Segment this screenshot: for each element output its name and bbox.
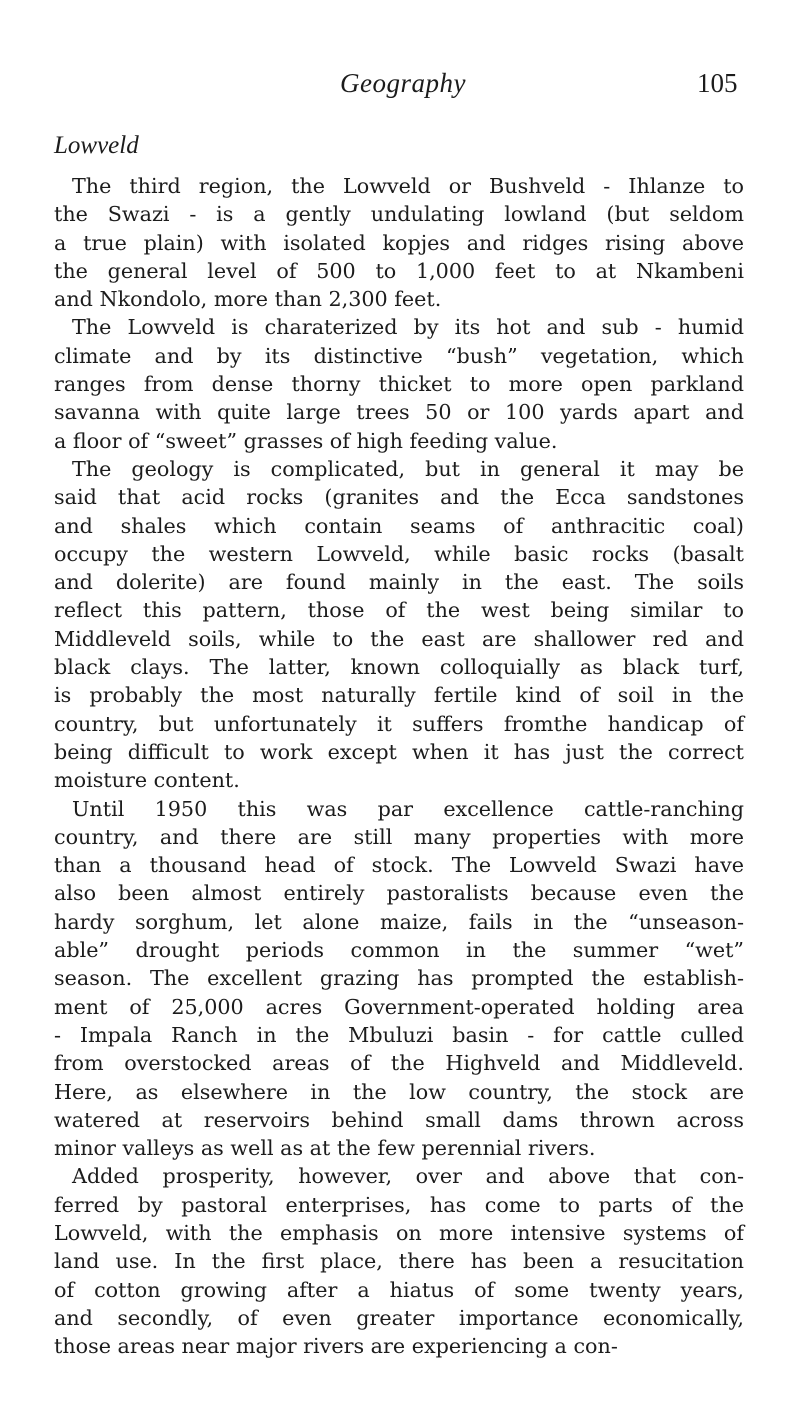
text-line: The Lowveld is charaterized by its hot and sub - humid bbox=[72, 315, 744, 340]
text-line: from overstocked areas of the Highveld and Middleveld. bbox=[54, 1051, 744, 1076]
text-line: is probably the most naturally fertile kind of soil in the bbox=[54, 683, 744, 708]
text-line: season. The excellent grazing has prompted the establish- bbox=[54, 966, 744, 991]
text-line: those areas near major rivers are experiencing a con- bbox=[54, 1334, 618, 1359]
paragraph bbox=[54, 1162, 744, 1360]
text-line: The geology is complicated, but in general it may be bbox=[72, 456, 744, 481]
paragraph bbox=[54, 795, 744, 1163]
running-title: Geography bbox=[340, 68, 466, 98]
text-line: and secondly, of even greater importance economically, bbox=[54, 1305, 744, 1330]
text-line: than a thousand head of stock. The Lowveld Swazi have bbox=[54, 853, 744, 878]
text-line: savanna with quite large trees 50 or 100 yards apart and bbox=[54, 400, 744, 425]
text-line: country, but unfortunately it suffers fromthe handicap of bbox=[54, 711, 744, 736]
page-number: 105 bbox=[697, 68, 738, 98]
text-line: and dolerite) are found mainly in the east. The soils bbox=[54, 570, 744, 595]
paragraph bbox=[54, 172, 744, 313]
text-line: also been almost entirely pastoralists because even the bbox=[54, 881, 744, 906]
paragraph bbox=[54, 313, 744, 454]
text-line: country, and there are still many properties with more bbox=[54, 824, 744, 849]
text-line: - Impala Ranch in the Mbuluzi basin - for cattle culled bbox=[54, 1022, 744, 1047]
text-line: reflect this pattern, those of the west being similar to bbox=[54, 598, 744, 623]
text-line: occupy the western Lowveld, while basic rocks (basalt bbox=[54, 541, 744, 566]
text-line: of cotton growing after a hiatus of some twenty years, bbox=[54, 1277, 744, 1302]
body-text bbox=[54, 172, 744, 1360]
text-line: watered at reservoirs behind small dams thrown across bbox=[54, 1107, 744, 1132]
text-line: moisture content. bbox=[54, 768, 240, 793]
text-line: land use. In the first place, there has been a resucitation bbox=[54, 1249, 744, 1274]
text-line: a floor of “sweet” grasses of high feeding value. bbox=[54, 428, 558, 453]
text-line: The third region, the Lowveld or Bushveld - Ihlanze to bbox=[72, 174, 744, 198]
text-line: a true plain) with isolated kopjes and ridges rising above bbox=[54, 230, 744, 255]
text-line: able” drought periods common in the summer “wet” bbox=[54, 938, 744, 963]
text-line: the general level of 500 to 1,000 feet to at Nkambeni bbox=[54, 258, 744, 283]
text-line: minor valleys as well as at the few perennial rivers. bbox=[54, 1136, 596, 1161]
paragraph bbox=[54, 455, 744, 795]
text-line: ferred by pastoral enterprises, has come to parts of the bbox=[54, 1192, 744, 1217]
text-line: Until 1950 this was par excellence cattle-ranching bbox=[72, 796, 744, 821]
text-line: being difficult to work except when it has just the correct bbox=[54, 739, 744, 764]
text-line: climate and by its distinctive “bush” vegetation, which bbox=[54, 343, 744, 368]
text-line: Here, as elsewhere in the low country, the stock are bbox=[54, 1079, 744, 1104]
text-line: and Nkondolo, more than 2,300 feet. bbox=[54, 287, 442, 312]
text-line: Middleveld soils, while to the east are shallower red and bbox=[54, 626, 744, 651]
text-line: black clays. The latter, known colloquially as black turf, bbox=[54, 655, 744, 680]
text-line: ranges from dense thorny thicket to more open parkland bbox=[54, 372, 744, 397]
section-heading: Lowveld bbox=[54, 132, 139, 159]
text-line: said that acid rocks (granites and the Ecca sandstones bbox=[54, 485, 744, 510]
text-line: and shales which contain seams of anthracitic coal) bbox=[54, 513, 744, 538]
text-line: Added prosperity, however, over and above that con- bbox=[72, 1164, 744, 1189]
text-line: Lowveld, with the emphasis on more intensive systems of bbox=[54, 1220, 744, 1245]
text-line: hardy sorghum, let alone maize, fails in the “unseason- bbox=[54, 909, 744, 934]
text-line: ment of 25,000 acres Government-operated holding area bbox=[54, 994, 744, 1019]
text-line: the Swazi - is a gently undulating lowland (but seldom bbox=[54, 202, 744, 227]
running-head bbox=[0, 68, 800, 108]
